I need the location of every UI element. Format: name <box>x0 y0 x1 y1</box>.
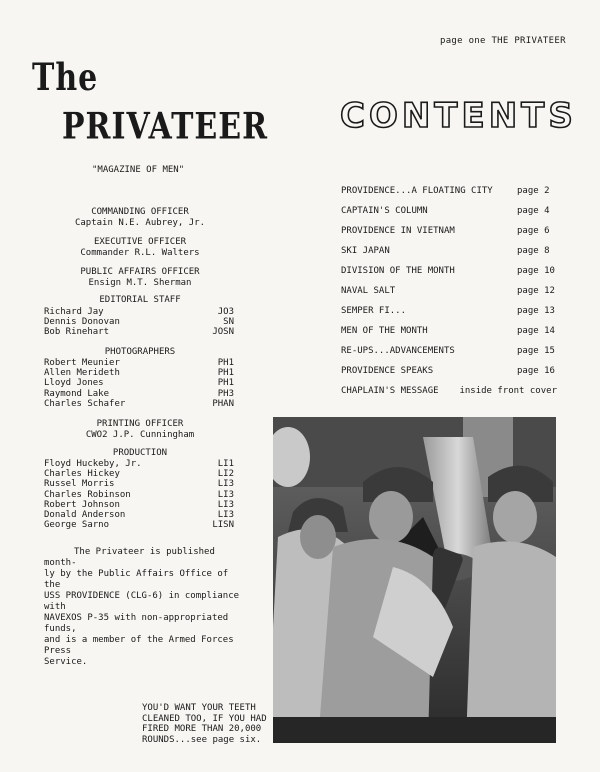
list-item: Donald Anderson LI3 <box>44 510 234 521</box>
editorial-heading: EDITORIAL STAFF <box>99 295 181 305</box>
printing-officer-block <box>40 419 240 441</box>
toc-item[interactable]: SKI JAPAN page 8 <box>341 246 550 256</box>
printing-officer-name: CWO2 J.P. Cunningham <box>85 430 195 440</box>
production-list <box>44 459 234 530</box>
photographers-heading: PHOTOGRAPHERS <box>104 347 176 357</box>
commanding-officer-block <box>40 207 240 229</box>
list-item: Lloyd Jones PH1 <box>44 378 234 389</box>
public-affairs-officer-role: PUBLIC AFFAIRS OFFICER <box>80 267 200 277</box>
list-item: Robert Johnson LI3 <box>44 499 234 510</box>
list-item: Allen Merideth PH1 <box>44 368 234 379</box>
toc-item[interactable]: PROVIDENCE IN VIETNAM page 6 <box>341 226 550 236</box>
sailors-cleaning-gun-photo <box>273 417 556 743</box>
executive-officer-role: EXECUTIVE OFFICER <box>93 237 187 247</box>
executive-officer-block <box>40 237 240 259</box>
commanding-officer-name: Captain N.E. Aubrey, Jr. <box>74 218 206 228</box>
photographers-list <box>44 358 234 409</box>
list-item: George Sarno LISN <box>44 520 234 531</box>
table-of-contents <box>341 186 557 406</box>
toc-item[interactable]: RE-UPS...ADVANCEMENTS page 15 <box>341 346 555 356</box>
public-affairs-officer-block <box>40 267 240 289</box>
executive-officer-name: Commander R.L. Walters <box>80 248 200 258</box>
editorial-list <box>44 307 234 338</box>
toc-item[interactable]: CHAPLAIN'S MESSAGE inside front cover <box>341 386 557 396</box>
publication-note: The Privateer is published month- ly by the Public Affairs Office of the USS PROVIDENCE (CLG-6) in compliance with NAVEXOS P-35 with non-appropriated funds, and is a member of the Armed Forces Press Service. <box>44 547 240 667</box>
list-item: Floyd Huckeby, Jr. LI1 <box>44 459 234 469</box>
running-head: page one THE PRIVATEER <box>440 36 566 46</box>
toc-item[interactable]: CAPTAIN'S COLUMN page 4 <box>341 206 550 216</box>
list-item: Charles Schafer PHAN <box>44 398 234 409</box>
list-item: Dennis Donovan SN <box>44 317 234 328</box>
masthead-title: PRIVATEER <box>62 106 269 148</box>
masthead-the: The <box>32 56 99 100</box>
toc-item[interactable]: DIVISION OF THE MONTH page 10 <box>341 266 555 276</box>
toc-item[interactable]: PROVIDENCE SPEAKS page 16 <box>341 366 555 376</box>
list-item: Richard Jay JO3 <box>44 307 234 317</box>
list-item: Russel Morris LI3 <box>44 479 234 490</box>
photo-caption: YOU'D WANT YOUR TEETH CLEANED TOO, IF YOU HAD FIRED MORE THAN 20,000 ROUNDS...see page six. <box>142 703 267 745</box>
toc-item[interactable]: SEMPER FI... page 13 <box>341 306 555 316</box>
list-item: Bob Rinehart JOSN <box>44 327 234 338</box>
list-item: Raymond Lake PH3 <box>44 388 234 399</box>
contents-heading: CONTENTS <box>340 96 577 136</box>
public-affairs-officer-name: Ensign M.T. Sherman <box>88 278 192 288</box>
commanding-officer-role: COMMANDING OFFICER <box>91 207 189 217</box>
printing-officer-role: PRINTING OFFICER <box>96 419 184 429</box>
production-heading: PRODUCTION <box>112 448 168 458</box>
list-item: Charles Hickey LI2 <box>44 469 234 480</box>
list-item: Robert Meunier PH1 <box>44 358 234 368</box>
tagline: "MAGAZINE OF MEN" <box>92 165 185 175</box>
toc-item[interactable]: PROVIDENCE...A FLOATING CITY page 2 <box>341 186 550 196</box>
toc-item[interactable]: MEN OF THE MONTH page 14 <box>341 326 555 336</box>
list-item: Charles Robinson LI3 <box>44 489 234 500</box>
toc-item[interactable]: NAVAL SALT page 12 <box>341 286 555 296</box>
